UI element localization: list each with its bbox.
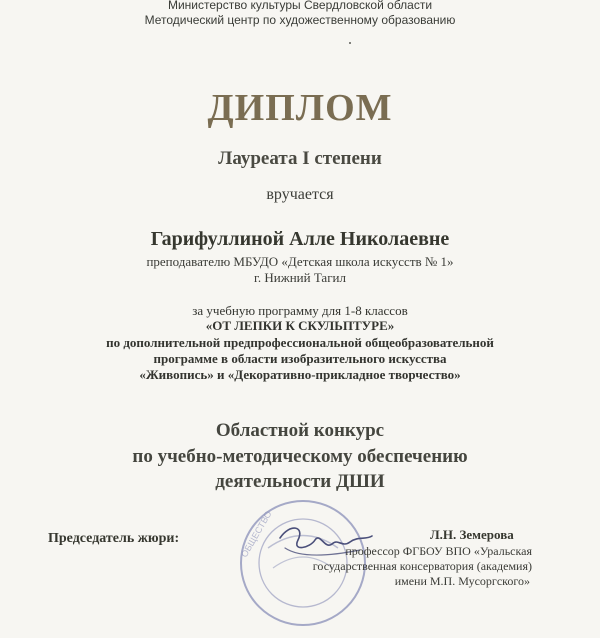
- contest-line-3: деятельности ДШИ: [215, 471, 385, 492]
- program-line-5: «Живопись» и «Декоративно-прикладное творчество»: [139, 367, 461, 382]
- recipient-name: Гарифуллиной Алле Николаевне: [150, 228, 450, 250]
- program-line-3: по дополнительной предпрофессиональной общеобразовательной: [106, 335, 494, 350]
- jury-chair-label: Председатель жюри:: [48, 531, 180, 546]
- program-line-1: за учебную программу для 1-8 классов: [192, 303, 408, 318]
- svg-text:ОБЩЕСТВО: ОБЩЕСТВО: [239, 509, 274, 559]
- ministry-header: Министерство культуры Свердловской области: [167, 0, 433, 12]
- awarded-text: вручается: [266, 186, 334, 203]
- contest-line-2: по учебно-методическому обеспечению: [132, 446, 468, 467]
- jury-chair-title-3: имени М.П. Мусоргского»: [394, 574, 530, 588]
- laureate-degree: Лауреата I степени: [218, 148, 382, 169]
- center-header: Методический центр по художественному образованию: [144, 13, 456, 27]
- program-title: «ОТ ЛЕПКИ К СКУЛЬПТУРЕ»: [205, 318, 395, 333]
- jury-chair-title-1: профессор ФГБОУ ВПО «Уральская: [345, 544, 532, 558]
- jury-chair-title-2: государственная консерватория (академия): [312, 559, 532, 573]
- recipient-city: г. Нижний Тагил: [254, 270, 346, 285]
- diploma-title: ДИПЛОМ: [207, 87, 393, 129]
- jury-chair-name: Л.Н. Земерова: [430, 527, 514, 542]
- dot-mark: [349, 42, 351, 44]
- program-line-4: программе в области изобразительного искусства: [153, 351, 447, 366]
- contest-line-1: Областной конкурс: [215, 420, 385, 441]
- recipient-position: преподавателю МБУДО «Детская школа искусств № 1»: [146, 254, 454, 269]
